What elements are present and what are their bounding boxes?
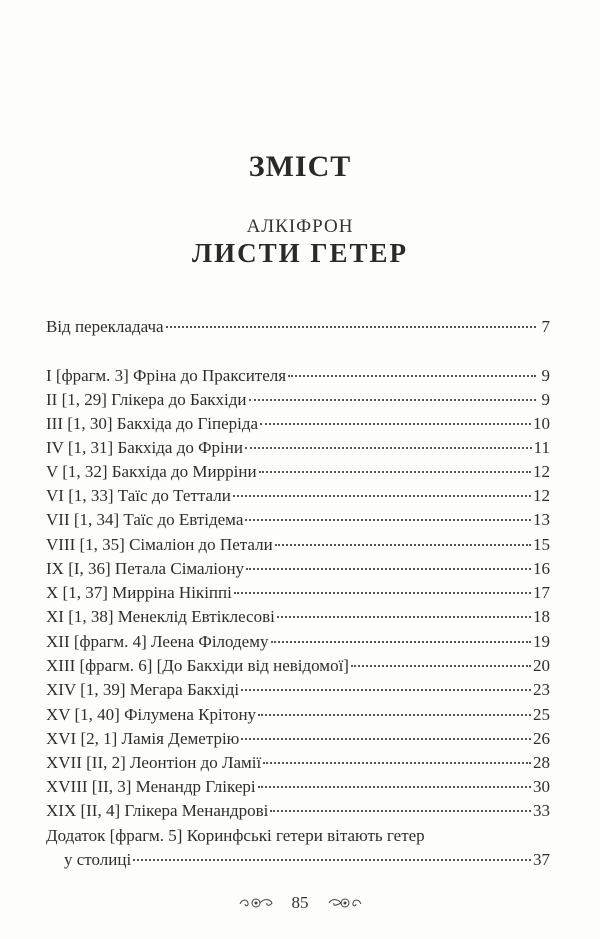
toc-entry[interactable] — [46, 799, 550, 823]
toc-entry[interactable] — [46, 581, 550, 605]
toc-entry-page: 30 — [533, 777, 550, 796]
toc-entry-label: VIII [1, 35] Сімаліон до Петали — [46, 535, 273, 554]
dot-leader — [249, 399, 536, 401]
dot-leader — [241, 689, 531, 691]
toc-entry-label: XIV [1, 39] Мегара Бакхіді — [46, 680, 240, 699]
dot-leader — [263, 762, 531, 764]
toc-entry[interactable] — [46, 364, 550, 388]
toc-entry-label: у столиці — [64, 850, 132, 869]
toc-entry-label: XVI [2, 1] Ламія Деметрію — [46, 729, 240, 748]
toc-entry[interactable] — [46, 605, 550, 629]
toc-entry[interactable] — [46, 703, 550, 727]
dot-leader — [245, 519, 531, 521]
toc-entry[interactable] — [46, 654, 550, 678]
dot-leader — [258, 714, 531, 716]
toc-entry[interactable] — [46, 508, 550, 532]
toc-entry-label: IV [1, 31] Бакхіда до Фріни — [46, 438, 243, 457]
dot-leader — [271, 641, 532, 643]
dot-leader — [275, 544, 531, 546]
toc-entry-label: X [1, 37] Мирріна Нікіппі — [46, 583, 232, 602]
dot-leader — [133, 859, 531, 861]
book-title: ЛИСТИ ГЕТЕР — [191, 238, 409, 268]
author-name: АЛКІФРОН — [246, 216, 354, 237]
toc-entry-label: II [1, 29] Глікера до Бакхіди — [46, 390, 247, 409]
toc-entry-page: 12 — [533, 486, 550, 505]
toc-entry-label: XI [1, 38] Менеклід Евтіклесові — [46, 607, 275, 626]
toc-entry-page: 7 — [541, 317, 550, 336]
toc-entry[interactable] — [46, 412, 550, 436]
toc-entry-page: 26 — [533, 729, 550, 748]
toc-entry-label: VI [1, 33] Таїс до Теттали — [46, 486, 231, 505]
toc-entry-page: 9 — [541, 390, 550, 409]
toc-entry[interactable] — [46, 436, 550, 460]
toc-entry-page: 37 — [533, 850, 550, 869]
toc-entry-page: 10 — [533, 414, 550, 433]
toc-entry[interactable] — [46, 630, 550, 654]
toc-entry-label: VII [1, 34] Таїс до Евтідема — [46, 510, 244, 529]
page-title: ЗМІСТ — [248, 150, 352, 183]
toc-entry[interactable] — [46, 460, 550, 484]
toc-entry-page: 25 — [533, 705, 550, 724]
toc-entry-label: XIII [фрагм. 6] [До Бакхіди від невідомої] — [46, 656, 349, 675]
dot-leader — [234, 592, 531, 594]
dot-leader — [245, 447, 532, 449]
toc-entry[interactable] — [46, 388, 550, 412]
toc-entry-label: I [фрагм. 3] Фріна до Праксителя — [46, 366, 287, 385]
ornament-right-icon — [327, 896, 363, 910]
dot-leader — [259, 471, 531, 473]
dot-leader — [233, 495, 531, 497]
dot-leader — [166, 326, 536, 328]
toc-entry-label: XII [фрагм. 4] Леена Філодему — [46, 632, 269, 651]
toc-entry[interactable] — [46, 727, 550, 751]
dot-leader — [241, 738, 531, 740]
toc-entry[interactable] — [46, 533, 550, 557]
toc-entry-page: 20 — [533, 656, 550, 675]
toc-entry-page: 11 — [533, 438, 550, 457]
dot-leader — [351, 665, 531, 667]
toc-entry-page: 23 — [533, 680, 550, 699]
toc-entry[interactable] — [46, 775, 550, 799]
page-number: 85 — [291, 893, 309, 912]
dot-leader — [270, 810, 531, 812]
toc-entry[interactable] — [46, 557, 550, 581]
toc-entry-preface[interactable] — [46, 315, 550, 339]
toc-entry[interactable] — [46, 678, 550, 702]
dot-leader — [277, 616, 531, 618]
dot-leader — [288, 375, 536, 377]
toc-entry-label: III [1, 30] Бакхіда до Гіперіда — [46, 414, 259, 433]
toc-entry-label: Додаток [фрагм. 5] Коринфські гетери вітають гетер — [46, 826, 425, 845]
toc-entry-label: XV [1, 40] Філумена Крітону — [46, 705, 257, 724]
toc-entry-appendix[interactable] — [46, 824, 550, 848]
toc-entry-page: 12 — [533, 462, 550, 481]
toc-entry-page: 16 — [533, 559, 550, 578]
toc-entry-appendix-continuation[interactable] — [46, 848, 550, 872]
dot-leader — [258, 786, 531, 788]
toc-entry-page: 13 — [533, 510, 550, 529]
toc-entry-page: 28 — [533, 753, 550, 772]
toc-entry-label: XIX [II, 4] Глікера Менандрові — [46, 801, 269, 820]
toc-entry-page: 17 — [533, 583, 550, 602]
toc-entry-page: 15 — [533, 535, 550, 554]
page-footer — [0, 893, 600, 913]
toc-entry[interactable] — [46, 751, 550, 775]
toc-entry-page: 19 — [533, 632, 550, 651]
toc-entry-page: 9 — [541, 366, 550, 385]
toc-entry-label: XVIII [II, 3] Менандр Глікері — [46, 777, 256, 796]
toc-entry-label: IX [I, 36] Петала Сімаліону — [46, 559, 245, 578]
toc-entry-label: XVII [II, 2] Леонтіон до Ламії — [46, 753, 262, 772]
toc-entry-page: 18 — [533, 607, 550, 626]
toc-entry-label: V [1, 32] Бакхіда до Мирріни — [46, 462, 257, 481]
toc-entry-page: 33 — [533, 801, 550, 820]
dot-leader — [246, 568, 531, 570]
toc-entry-label: Від перекладача — [46, 317, 164, 336]
toc-entry[interactable] — [46, 484, 550, 508]
dot-leader — [260, 423, 531, 425]
ornament-left-icon — [238, 896, 274, 910]
